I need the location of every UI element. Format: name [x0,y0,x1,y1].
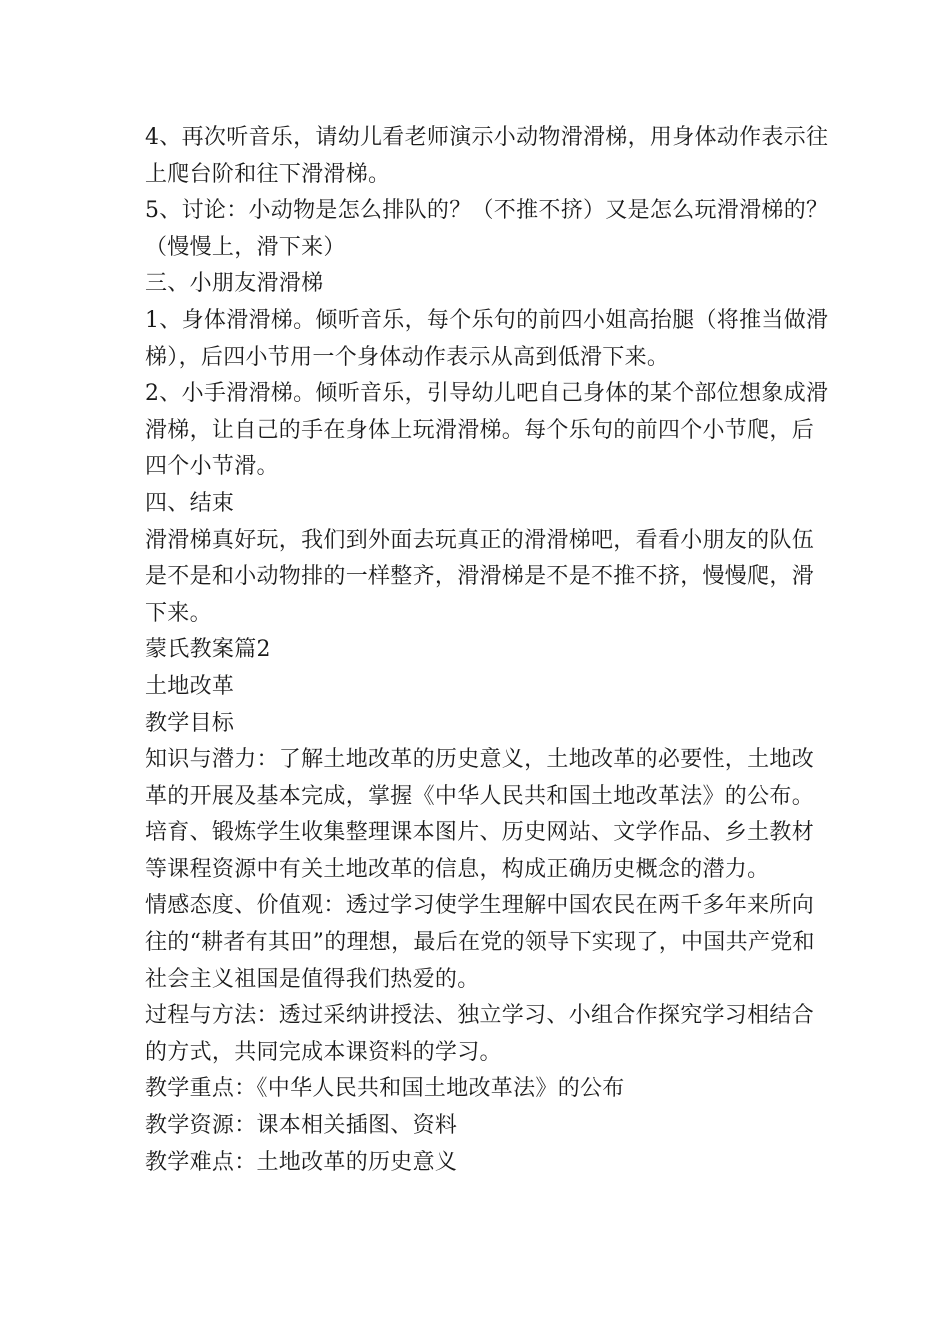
teaching-difficulty: 教学难点：土地改革的历史意义 [145,1149,458,1175]
paragraph-step-5: 5、讨论：小动物是怎么排队的？（不推不挤）又是怎么玩滑滑梯的？（慢慢上，滑下来） [145,198,829,260]
paragraph-attitude: 情感态度、价值观：透过学习使学生理解中国农民在两千多年来所向往的“耕者有其田”的理想，最后在党的领导下实现了，中国共产党和社会主义祖国是值得我们热爱的。 [145,893,815,992]
paragraph-hand-slide: 2、小手滑滑梯。倾听音乐，引导幼儿吧自己身体的某个部位想象成滑滑梯，让自己的手在身体上玩滑滑梯。每个乐句的前四个小节爬，后四个小节滑。 [145,381,829,480]
paragraph-ending: 滑滑梯真好玩，我们到外面去玩真正的滑滑梯吧，看看小朋友的队伍是不是和小动物排的一样整齐，滑滑梯是不是不推不挤，慢慢爬，滑下来。 [145,527,815,626]
paragraph-training: 培育、锻炼学生收集整理课本图片、历史网站、文学作品、乡土教材等课程资源中有关土地改革的信息，构成正确历史概念的潜力。 [145,820,815,882]
teaching-focus: 教学重点：《中华人民共和国土地改革法》的公布 [145,1076,625,1102]
paragraph-body-slide: 1、身体滑滑梯。倾听音乐，每个乐句的前四小姐高抬腿（将推当做滑梯），后四小节用一个身体动作表示从高到低滑下来。 [145,307,829,370]
paragraph-step-4: 4、再次听音乐，请幼儿看老师演示小动物滑滑梯，用身体动作表示往上爬台阶和往下滑滑梯。 [145,125,829,187]
teaching-resources: 教学资源：课本相关插图、资料 [145,1113,458,1139]
paragraph-method: 过程与方法：透过采纳讲授法、独立学习、小组合作探究学习相结合的方式，共同完成本课资料的学习。 [145,1003,815,1065]
document-body [145,120,835,1181]
lesson-topic: 土地改革 [145,673,235,699]
lesson-plan-title: 蒙氏教案篇2 [145,637,271,663]
section-heading-3: 三、小朋友滑滑梯 [145,271,324,297]
section-heading-4: 四、结束 [145,490,235,516]
teaching-goals-heading: 教学目标 [145,710,235,736]
paragraph-knowledge: 知识与潜力：了解土地改革的历史意义，土地改革的必要性，土地改革的开展及基本完成，掌握《中华人民共和国土地改革法》的公布。 [145,747,815,809]
